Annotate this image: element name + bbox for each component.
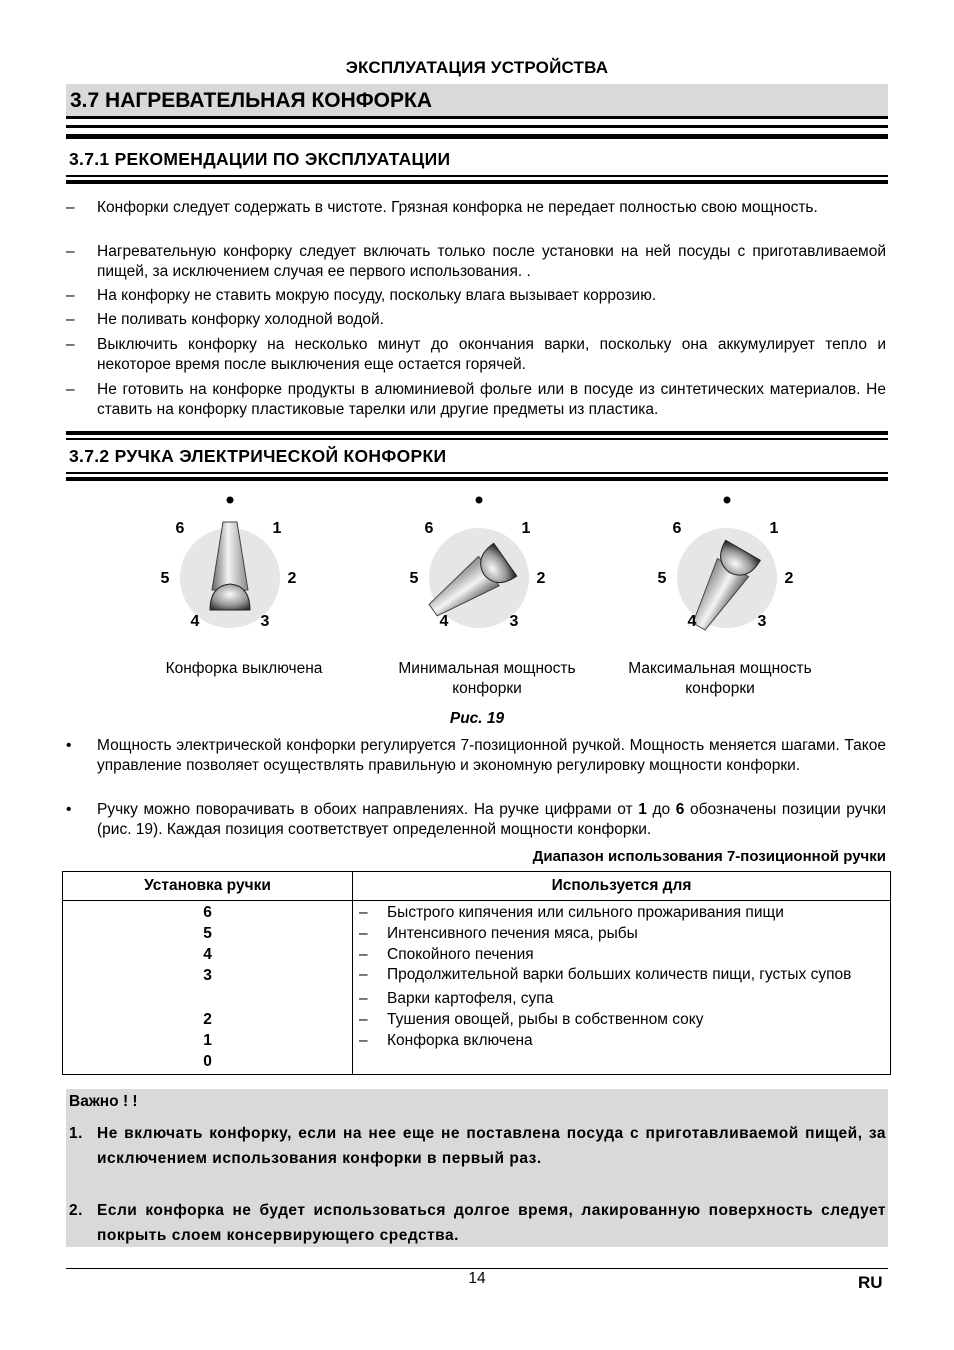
figure-caption-min (369, 659, 605, 699)
settings-cell (63, 901, 353, 1075)
use-text: Продолжительной варки больших количеств пищи, густых супов (387, 966, 852, 983)
knob-label: 5 (409, 570, 419, 587)
dash-marker: – (359, 966, 368, 983)
dash-marker: – (359, 1011, 368, 1028)
caption-line: Минимальная мощность (398, 660, 576, 677)
use-text: Конфорка включена (387, 1032, 533, 1049)
setting-value: 5 (203, 925, 212, 942)
subsection-title-knob: 3.7.2 РУЧКА ЭЛЕКТРИЧЕСКОЙ КОНФОРКИ (69, 446, 447, 466)
bullet-marker: • (66, 801, 72, 818)
subsection-rule-thick (66, 477, 888, 481)
uses-cell (353, 901, 891, 1075)
knob-label: 3 (509, 613, 519, 630)
important-item-text: Не включать конфорку, если на нее еще не поставлена посуда с приготавливаемой пищей, за исключением использования конфорки в первый раз. (97, 1125, 886, 1167)
dash-marker: – (359, 990, 368, 1007)
bullet-text: Мощность электрической конфорки регулируется 7-позиционной ручкой. Мощность меняется шагами. Такое управление позволяет осуществлять правильную и экономную регулировку мощности конфорки. (97, 737, 886, 774)
dash-marker: – (359, 925, 368, 942)
subsection-rule-thick (66, 431, 888, 435)
knob-max (658, 497, 794, 637)
subsection-rule (66, 175, 888, 177)
footer-rule (66, 1268, 888, 1269)
list-item-text: На конфорку не ставить мокрую посуду, поскольку влага вызывает коррозию. (97, 287, 657, 304)
table-header-setting: Установка ручки (63, 872, 353, 901)
usage-table (62, 871, 891, 1075)
indicator-dot (724, 497, 731, 504)
use-item (353, 944, 890, 965)
section-title: 3.7 НАГРЕВАТЕЛЬНАЯ КОНФОРКА (66, 84, 888, 119)
caption-line: конфорки (685, 680, 755, 697)
knob-label: 6 (424, 520, 434, 537)
bullet-text-part: до (646, 801, 676, 818)
knob-label: 4 (190, 613, 200, 630)
knob-label: 1 (272, 520, 282, 537)
bullet-marker: • (66, 737, 72, 754)
use-item (353, 988, 890, 1009)
list-item-text: Не готовить на конфорке продукты в алюминиевой фольге или в посуде из синтетических материалов. Не ставить на конфорку пластиковые тарелки или другие предметы из пластика. (97, 381, 886, 418)
bullet-text-part: обозначены позиции ручки (рис. 19). Каждая позиция соответствует определенной мощности конфорки. (97, 801, 887, 838)
knob-label: 1 (769, 520, 779, 537)
use-text: Варки картофеля, супа (387, 990, 554, 1007)
dash-marker: – (66, 311, 75, 328)
use-text: Спокойного печения (387, 946, 534, 963)
indicator-dot (476, 497, 483, 504)
table-header-use: Используется для (353, 872, 891, 901)
figure-caption-max (605, 659, 835, 699)
setting-value: 1 (203, 1032, 212, 1049)
setting-value: 0 (203, 1053, 212, 1070)
dash-marker: – (66, 199, 75, 216)
knob-label: 4 (687, 613, 697, 630)
knob-label: 5 (657, 570, 667, 587)
important-item-number: 1. (69, 1125, 83, 1142)
setting-value: 6 (203, 904, 212, 921)
use-item (353, 1009, 890, 1030)
dash-marker: – (66, 287, 75, 304)
use-item (353, 902, 890, 923)
dash-marker: – (359, 1032, 368, 1049)
knob-figures (0, 490, 954, 640)
setting-value: 2 (203, 1011, 212, 1028)
dash-marker: – (359, 946, 368, 963)
knob-off (161, 497, 297, 631)
bullet-text-part: Ручку можно поворачивать в обоих направлениях. На ручке цифрами от (97, 801, 639, 818)
setting-value: 3 (203, 967, 212, 984)
dash-marker: – (66, 336, 75, 353)
knob-label: 5 (160, 570, 170, 587)
use-text: Быстрого кипячения или сильного прожаривания пищи (387, 904, 784, 921)
language-code: RU (858, 1273, 883, 1292)
important-notice (66, 1089, 888, 1247)
subsection-rule (66, 438, 888, 440)
setting-value: 4 (203, 946, 212, 963)
caption-line: Максимальная мощность (628, 660, 812, 677)
bullet-text (97, 800, 886, 840)
knob-label: 2 (536, 570, 546, 587)
figure-label: Рис. 19 (449, 710, 505, 727)
page-header: ЭКСПЛУАТАЦИЯ УСТРОЙСТВА (345, 58, 609, 77)
figure-caption-off (134, 659, 354, 679)
table-header-row (63, 872, 891, 901)
knob-label: 1 (521, 520, 531, 537)
use-item (353, 1030, 890, 1051)
use-text: Интенсивного печения мяса, рыбы (387, 925, 638, 942)
page-number: 14 (468, 1270, 486, 1287)
knob-label: 3 (260, 613, 270, 630)
use-text: Тушения овощей, рыбы в собственном соку (387, 1011, 704, 1028)
list-item-text: Выключить конфорку на несколько минут до окончания варки, поскольку она аккумулирует тепло и некоторое время после выключения еще остается горячей. (97, 336, 886, 373)
list-item-text: Не поливать конфорку холодной водой. (97, 311, 384, 328)
caption-line: Конфорка выключена (165, 660, 323, 677)
dash-marker: – (66, 381, 75, 398)
subsection-title-recommendations: 3.7.1 РЕКОМЕНДАЦИИ ПО ЭКСПЛУАТАЦИИ (69, 149, 451, 169)
use-item (353, 923, 890, 944)
important-item-text: Если конфорка не будет использоваться долгое время, лакированную поверхность следует покрыть слоем консервирующего средства. (97, 1202, 886, 1244)
knob-label: 6 (672, 520, 682, 537)
use-item (353, 965, 890, 985)
knob-min (410, 497, 546, 631)
important-title: Важно ! ! (69, 1093, 138, 1110)
section-rule-thick (66, 134, 888, 139)
knob-label: 3 (757, 613, 767, 630)
knob-label: 2 (784, 570, 794, 587)
knob-label: 6 (175, 520, 185, 537)
list-item-text: Нагревательную конфорку следует включать только после установки на ней посуды с приготавливаемой пищей, за исключением случая ее первого использования. . (97, 243, 886, 280)
position-to: 6 (675, 801, 685, 818)
dash-marker: – (66, 243, 75, 260)
subsection-rule (66, 472, 888, 474)
list-item-text: Конфорки следует содержать в чистоте. Грязная конфорка не передает полностью свою мощность. (97, 199, 818, 216)
table-row (63, 901, 891, 1075)
table-title: Диапазон использования 7-позиционной ручки (532, 848, 886, 865)
knob-label: 2 (287, 570, 297, 587)
caption-line: конфорки (452, 680, 522, 697)
subsection-rule-thick (66, 180, 888, 184)
section-rule (66, 125, 888, 128)
dash-marker: – (359, 904, 368, 921)
indicator-dot (227, 497, 234, 504)
position-from: 1 (638, 801, 647, 818)
knob-label: 4 (439, 613, 449, 630)
important-item-number: 2. (69, 1202, 83, 1219)
